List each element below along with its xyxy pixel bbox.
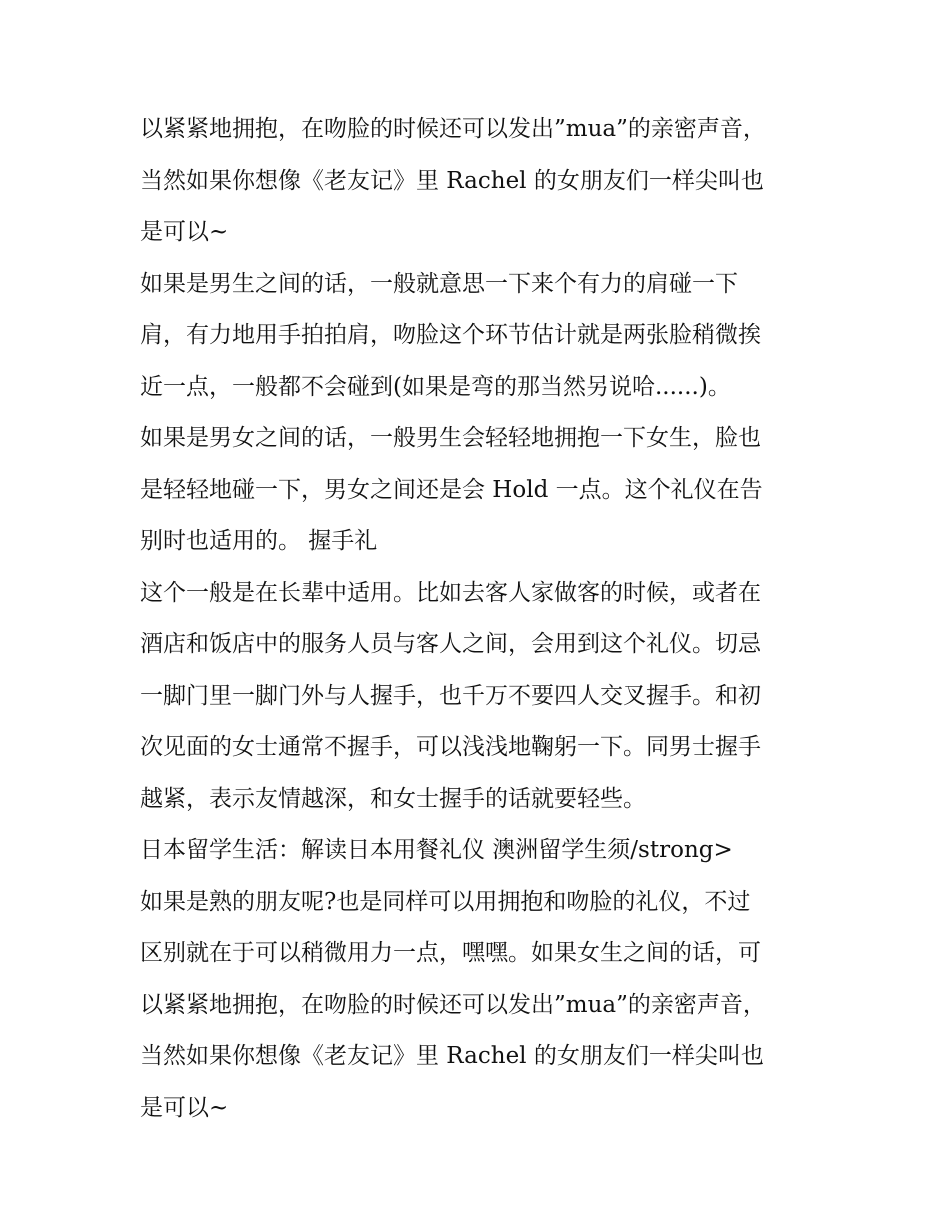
text-line: 如果是男女之间的话，一般男生会轻轻地拥抱一下女生，脸也 xyxy=(140,425,761,451)
text-line: 当然如果你想像《老友记》里 Rachel 的女朋友们一样尖叫也 xyxy=(140,1043,764,1069)
text-line: 是轻轻地碰一下，男女之间还是会 Hold 一点。这个礼仪在告 xyxy=(140,476,763,503)
text-line: 别时也适用的。 握手礼 xyxy=(140,528,378,554)
text-line: 如果是熟的朋友呢?也是同样可以用拥抱和吻脸的礼仪，不过 xyxy=(140,888,751,915)
text-line: 肩，有力地用手拍拍肩，吻脸这个环节估计就是两张脸稍微挨 xyxy=(140,322,761,348)
text-line: 日本留学生活：解读日本用餐礼仪 澳洲留学生须/strong> xyxy=(140,837,733,863)
text-line: 越紧，表示友情越深，和女士握手的话就要轻些。 xyxy=(140,785,646,812)
body-text xyxy=(140,104,820,1134)
text-line: 近一点，一般都不会碰到(如果是弯的那当然另说哈......)。 xyxy=(140,373,731,400)
text-line: 是可以~ xyxy=(140,1094,229,1121)
text-line: 以紧紧地拥抱，在吻脸的时候还可以发出”mua”的亲密声音， xyxy=(140,116,766,142)
text-line: 是可以~ xyxy=(140,219,229,245)
text-line: 这个一般是在长辈中适用。比如去客人家做客的时候，或者在 xyxy=(140,579,761,606)
text-line: 以紧紧地拥抱，在吻脸的时候还可以发出”mua”的亲密声音， xyxy=(140,991,766,1018)
text-line: 区别就在于可以稍微用力一点，嘿嘿。如果女生之间的话，可 xyxy=(140,940,761,966)
text-line: 如果是男生之间的话，一般就意思一下来个有力的肩碰一下 xyxy=(140,270,738,297)
text-line: 次见面的女士通常不握手，可以浅浅地鞠躬一下。同男士握手 xyxy=(140,734,761,760)
text-line: 当然如果你想像《老友记》里 Rachel 的女朋友们一样尖叫也 xyxy=(140,167,764,194)
text-line: 一脚门里一脚门外与人握手，也千万不要四人交叉握手。和初 xyxy=(140,682,761,709)
text-line: 酒店和饭店中的服务人员与客人之间，会用到这个礼仪。切忌 xyxy=(140,631,761,657)
